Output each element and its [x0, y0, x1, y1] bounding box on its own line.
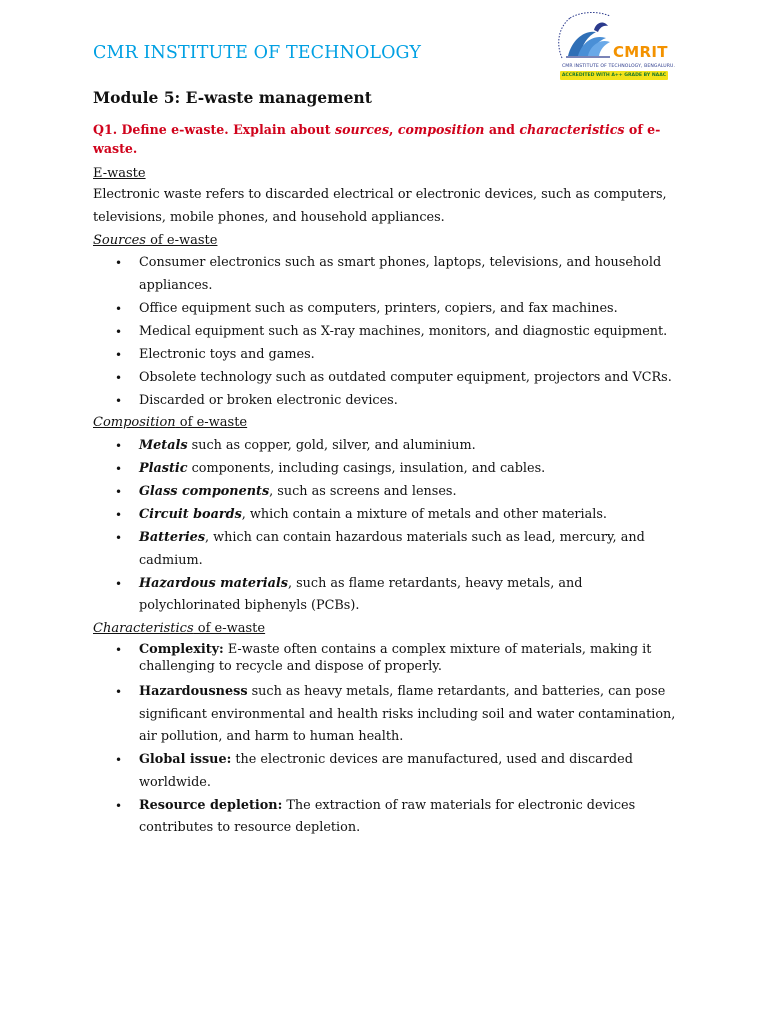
list-item	[93, 749, 693, 794]
list-item-term: Glass components	[139, 484, 270, 499]
question-term-characteristics: characteristics	[519, 122, 625, 137]
list-item-text: such as heavy metals, flame retardants, and batteries, can pose significant environmental and health risks including soil and water contamination, air pollution, and harm to human health.	[139, 684, 676, 744]
characteristics-heading-rest: of e-waste	[193, 621, 266, 636]
list-item-term: Plastic	[139, 461, 188, 476]
question-and: and	[484, 122, 520, 137]
list-item	[93, 458, 693, 481]
question-suffix: of e-waste.	[93, 122, 661, 156]
composition-heading	[93, 414, 247, 432]
question-prefix: Q1. Define e-waste. Explain about	[93, 122, 335, 137]
list-item	[93, 321, 693, 344]
list-item	[93, 795, 693, 840]
institute-title: CMR INSTITUTE OF TECHNOLOGY	[93, 43, 421, 63]
list-item	[93, 527, 693, 572]
logo-wordmark: CMRIT	[613, 43, 668, 61]
list-item	[93, 573, 693, 618]
bullet-icon: •	[115, 576, 123, 591]
list-item-text: , such as flame retardants, heavy metals, and polychlorinated biphenyls (PCBs).	[139, 575, 583, 613]
question-separator: ,	[389, 122, 398, 137]
sources-heading-em: Sources	[93, 233, 146, 248]
composition-list	[93, 435, 693, 618]
question-term-sources: sources	[334, 122, 390, 137]
list-item-text: Office equipment such as computers, printers, copiers, and fax machines.	[139, 300, 618, 316]
naac-badge: ACCREDITED WITH A++ GRADE BY NAAC	[561, 73, 667, 78]
list-item-text: such as copper, gold, silver, and aluminium.	[187, 438, 476, 453]
list-item	[93, 344, 693, 367]
bullet-icon: •	[115, 462, 123, 476]
list-item-term: Metals	[139, 438, 188, 453]
list-item-text: , such as screens and lenses.	[269, 484, 457, 499]
sources-heading	[93, 232, 217, 250]
characteristics-heading-em: Characteristics	[93, 621, 194, 636]
list-item-text: Medical equipment such as X-ray machines, monitors, and diagnostic equipment.	[139, 323, 668, 339]
bullet-icon: •	[115, 485, 123, 499]
list-item	[93, 390, 693, 413]
bullet-icon: •	[115, 685, 123, 699]
list-item	[93, 298, 693, 321]
bullet-icon: •	[115, 301, 123, 316]
list-item-text: The extraction of raw materials for electronic devices contributes to resource depletion.	[139, 797, 636, 835]
bullet-icon: •	[115, 347, 123, 362]
composition-heading-rest: of e-waste	[175, 415, 248, 430]
list-item	[93, 642, 693, 675]
list-item	[93, 367, 693, 390]
list-item-term: Global issue:	[139, 752, 232, 767]
list-item-text: , which can contain hazardous materials such as lead, mercury, and cadmium.	[139, 530, 645, 568]
list-item	[93, 252, 693, 297]
bullet-icon: •	[115, 798, 123, 813]
list-item	[93, 435, 693, 458]
ewaste-definition: Electronic waste refers to discarded electrical or electronic devices, such as computers, televisions, mobile phones, and household appliances.	[93, 187, 667, 225]
characteristics-list	[93, 642, 693, 840]
list-item-term: Batteries	[139, 530, 206, 545]
question-term-composition: composition	[397, 122, 485, 137]
list-item-term: Circuit boards	[139, 507, 242, 522]
logo-subline: CMR INSTITUTE OF TECHNOLOGY, BENGALURU.	[562, 64, 676, 69]
list-item	[93, 481, 693, 504]
sources-heading-rest: of e-waste	[145, 233, 218, 248]
list-item-text: Discarded or broken electronic devices.	[139, 392, 398, 408]
list-item	[93, 681, 693, 749]
bullet-icon: •	[115, 324, 123, 339]
ewaste-heading: E-waste	[93, 166, 146, 181]
cmrit-logo	[548, 10, 676, 84]
list-item-text: the electronic devices are manufactured, used and discarded worldwide.	[139, 752, 633, 790]
list-item-text: Consumer electronics such as smart phones, laptops, televisions, and household appliances.	[139, 255, 662, 293]
bullet-icon: •	[115, 508, 123, 522]
bullet-icon: •	[115, 393, 123, 408]
list-item-term: Resource depletion:	[139, 797, 283, 813]
list-item-term: Complexity:	[139, 642, 224, 657]
list-item-text: , which contain a mixture of metals and other materials.	[241, 507, 607, 522]
module-title: Module 5: E-waste management	[93, 88, 372, 107]
list-item-term: Hazardous materials	[139, 575, 288, 591]
bullet-icon: •	[115, 753, 123, 767]
list-item-text: components, including casings, insulation, and cables.	[187, 461, 546, 476]
bullet-icon: •	[115, 256, 123, 270]
list-item-text: E-waste often contains a complex mixture of materials, making it challenging to recycle and dispose of properly.	[139, 642, 652, 674]
bullet-icon: •	[115, 531, 123, 545]
composition-heading-em: Composition	[93, 415, 176, 430]
bullet-icon: •	[115, 439, 123, 453]
characteristics-heading	[93, 620, 265, 638]
sources-list	[93, 252, 693, 413]
list-item-term: Hazardousness	[139, 684, 248, 699]
bullet-icon: •	[115, 643, 123, 657]
list-item	[93, 504, 693, 527]
list-item-text: Obsolete technology such as outdated computer equipment, projectors and VCRs.	[139, 369, 672, 385]
bullet-icon: •	[115, 370, 123, 385]
question-text	[93, 120, 673, 158]
list-item-text: Electronic toys and games.	[139, 346, 315, 362]
